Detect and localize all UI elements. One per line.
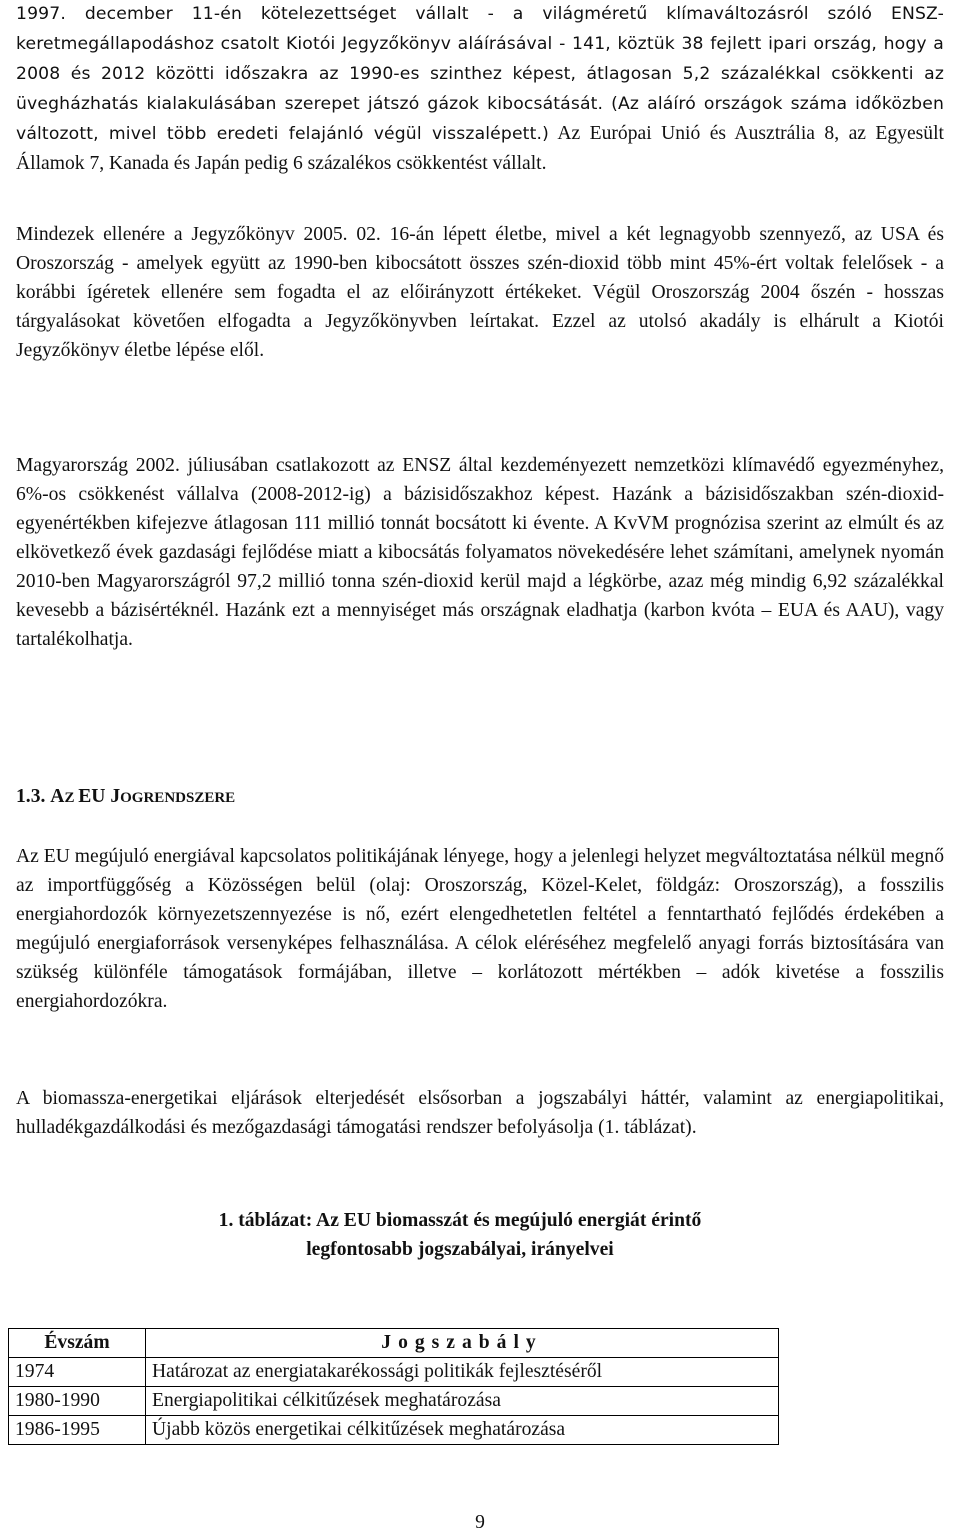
heading-part: A — [50, 786, 65, 807]
cell-law: Újabb közös energetikai célkitűzések meghatározása — [146, 1416, 779, 1445]
paragraph-hungary: Magyarország 2002. júliusában csatlakozott az ENSZ által kezdeményezett nemzetközi klímavédő egyezményhez, 6%-os csökkenést vállalva (2008-2012-ig) a bázisidőszakhoz képest. Hazánk a bázisidőszakban szén-dioxid-egyenértékben kifejezve átlagosan 111 millió tonnát bocsátott ki évente. A KvVM prognózisa szerint az elmúlt és az elkövetkező évek gazdasági fejlődése miatt a kibocsátás folyamatos növekedésére lehet számítani, amelynek nyomán 2010-ben Magyarországról 97,2 millió tonna szén-dioxid kerül majd a légkörbe, azaz még mindig 6,92 százalékkal kevesebb a bázisértéknél. Hazánk ezt a mennyiséget más országnak eladhatja (karbon kvóta – EUA és AAU), vagy tartalékolhatja. — [16, 455, 944, 650]
table-row — [9, 1387, 779, 1416]
cell-year: 1980-1990 — [9, 1387, 146, 1416]
table-header-row — [9, 1329, 779, 1358]
paragraph-kyoto-sans: 1997. december 11-én kötelezettséget vállalt - a világméretű klímaváltozásról szóló ENSZ-keretmegállapodáshoz csatolt Kiotói Jegyzőkönyv aláírásával - 141, köztük 38 fejlett ipari ország, hogy a 2008 és 2012 közötti időszakra az 1990-es szinthez képest, átlagosan 5,2 százalékkal csökkenti az üvegházhatás kialakulásában szerepet játszó gázok kibocsátását. (Az aláíró országok száma időközben változott, mivel több eredeti felajánló végül visszalépett.) — [16, 4, 944, 144]
cell-law: Határozat az energiatakarékossági politikák fejlesztéséről — [146, 1358, 779, 1387]
header-law: Jogszabály — [146, 1329, 779, 1358]
heading-part: OGRENDSZERE — [120, 790, 236, 806]
section-heading — [16, 786, 235, 808]
section-number: 1.3. — [16, 786, 46, 807]
cell-year: 1974 — [9, 1358, 146, 1387]
table-caption-line2: legfontosabb jogszabályai, irányelvei — [306, 1239, 614, 1260]
cell-year: 1986-1995 — [9, 1416, 146, 1445]
table-caption-line1: 1. táblázat: Az EU biomasszát és megújuló energiát érintő — [218, 1210, 702, 1231]
header-year: Évszám — [9, 1329, 146, 1358]
paragraph-kyoto — [16, 0, 944, 178]
table-row — [9, 1358, 779, 1387]
heading-part: Z — [64, 790, 79, 806]
paragraph-kyoto-serif: Az Európai Unió és Ausztrália 8, az Egyesült Államok 7, Kanada és Japán pedig 6 százalékos csökkentést vállalt. — [16, 123, 944, 174]
table-row — [9, 1416, 779, 1445]
paragraph-eu-policy: Az EU megújuló energiával kapcsolatos politikájának lényege, hogy a jelenlegi helyzet megváltoztatása nélkül megnő az importfüggőség a Közösségen belül (olaj: Oroszország, Közel-Kelet, földgáz: Oroszország), a fosszilis energiahordozók környezetszennyezése is nő, ezért elengedhetetlen feltétel a fenntartható fejlődés érdekében a megújuló energiaforrások versenyképes felhasználása. A célok eléréséhez megfelelő anyagi forrás biztosítására van szükség különféle támogatások formájában, illetve – korlátozott mértékben – adók kivetése a fosszilis energiahordozókra. — [16, 846, 944, 1012]
heading-part: EU — [78, 786, 111, 807]
paragraph-protocol-entry: Mindezek ellenére a Jegyzőkönyv 2005. 02. 16-án lépett életbe, mivel a két legnagyobb szennyező, az USA és Oroszország - amelyek együtt az 1990-ben kibocsátott összes szén-dioxid több mint 45%-ért voltak felelősek - a korábbi ígéretek ellenére sem fogadta el az előirányzott értékeket. Végül Oroszország 2004 őszén - hosszas tárgyalásokat követően elfogadta a Jegyzőkönyvben leírtakat. Ezzel az utolsó akadály is elhárult a Kiotói Jegyzőkönyv életbe lépése elől. — [16, 224, 944, 361]
cell-law: Energiapolitikai célkitűzések meghatározása — [146, 1387, 779, 1416]
page-number: 9 — [475, 1512, 485, 1533]
legislation-table — [8, 1328, 779, 1445]
paragraph-biomass: A biomassza-energetikai eljárások elterjedését elsősorban a jogszabályi háttér, valamint az energiapolitikai, hulladékgazdálkodási és mezőgazdasági támogatási rendszer befolyásolja (1. táblázat). — [16, 1088, 944, 1138]
heading-part: J — [110, 786, 121, 807]
table-caption — [0, 1206, 920, 1264]
